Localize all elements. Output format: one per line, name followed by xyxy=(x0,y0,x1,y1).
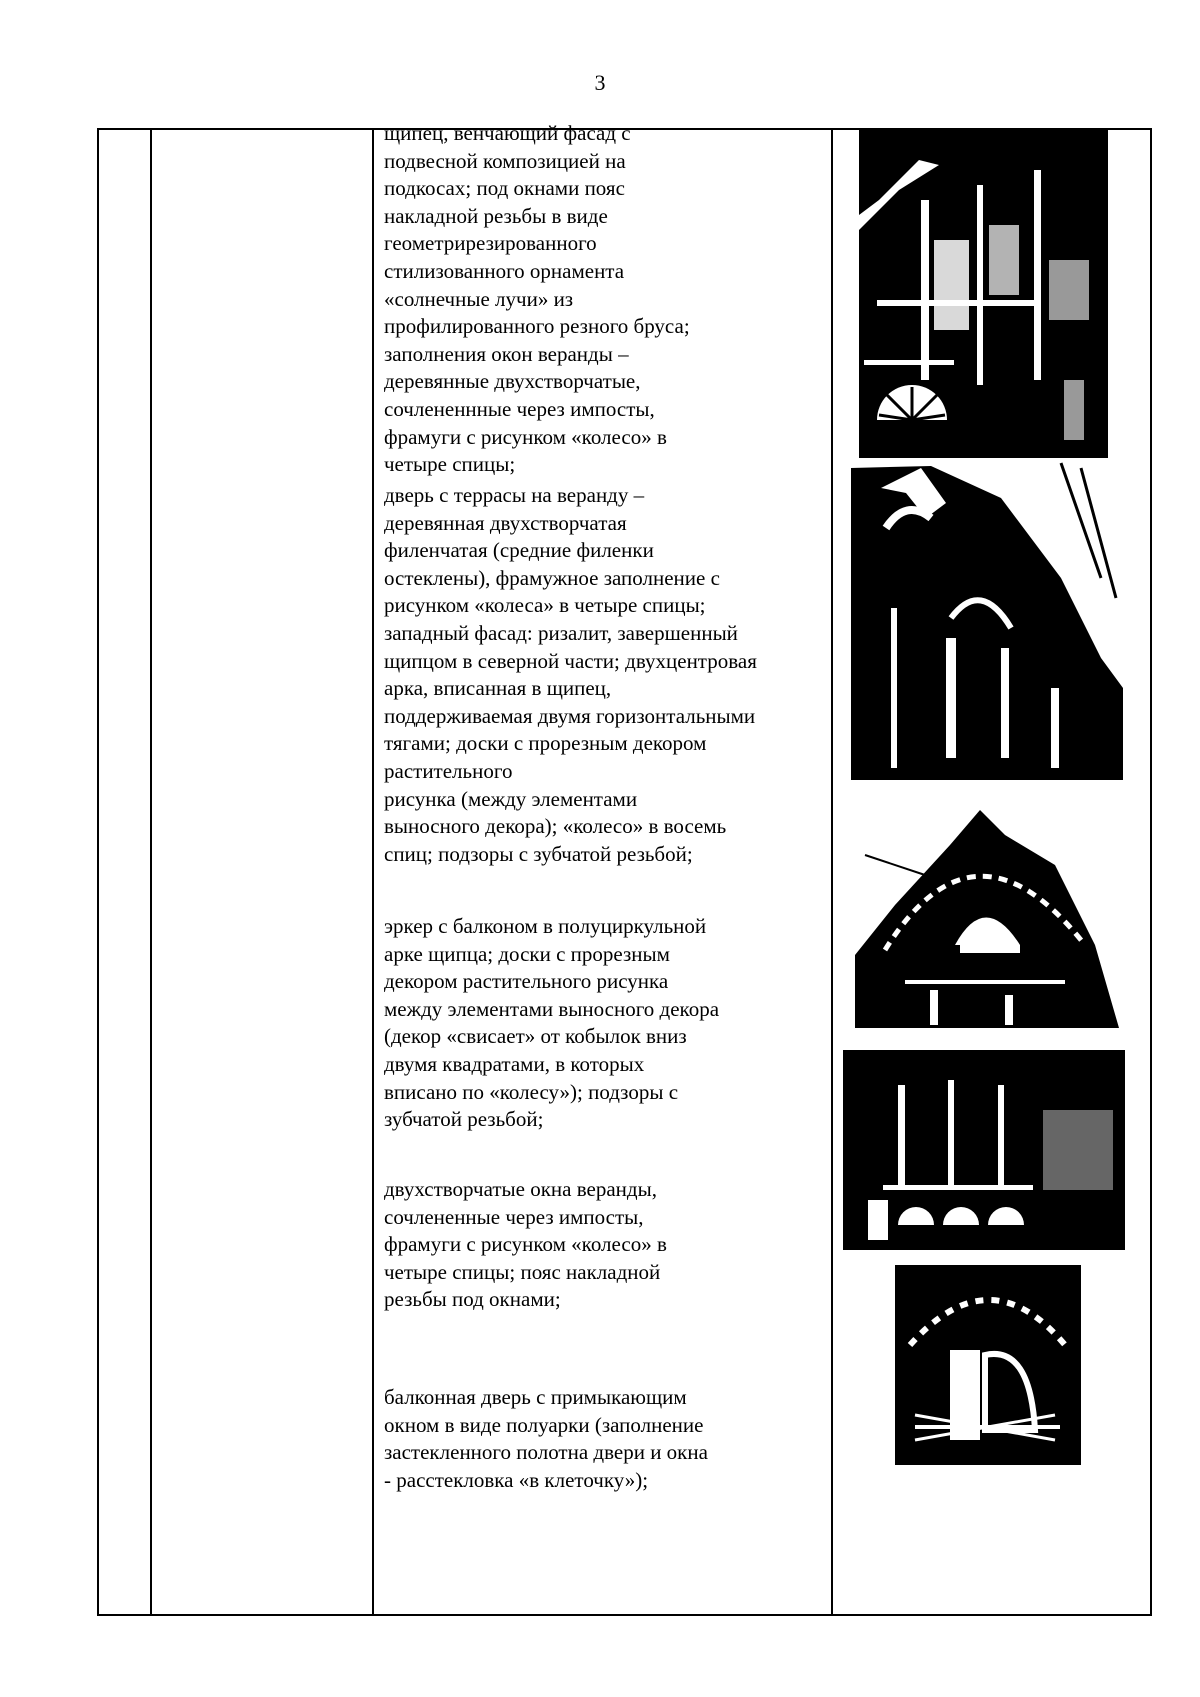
index-cell xyxy=(98,129,151,1615)
veranda-photo xyxy=(859,130,1108,460)
table-row xyxy=(98,129,1151,1615)
facade-gable-photo xyxy=(851,458,1123,780)
object-name-cell xyxy=(151,129,373,1615)
description-paragraph: двухстворчатые окна веранды, сочлененные через импосты, фрамуги с рисунком «колесо» в четыре спицы; пояс накладной резьбы под окнами; xyxy=(384,1177,667,1312)
photo-cell xyxy=(832,129,1151,1615)
description-paragraph: эркер с балконом в полуциркульной арке щипца; доски с прорезным декором растительного рисунка между элементами выносного декора (декор «свисает» от кобылок вниз двумя квадратами, в которых вписано по «колесу»); подзоры с зубчатой резьбой; xyxy=(384,914,720,1132)
bay-window-arch-photo xyxy=(855,795,1119,1028)
balcony-door-arch-photo xyxy=(895,1265,1081,1465)
description-paragraph: балконная дверь с примыкающим окном в виде полуарки (заполнение застекленного полотна двери и окна - расстекловка «в клеточку»); xyxy=(384,1385,708,1492)
description-cell xyxy=(373,121,832,1615)
description-paragraph: щипец, венчающий фасад с подвесной композицией на подкосах; под окнами пояс накладной резьбы в виде геометрирезированного стилизованного орнамента «солнечные лучи» из профилированного резного бруса; заполнения окон веранды – деревянные двухстворчатые, сочлененнные через импосты, фрамуги с рисунком «колесо» в четыре спицы; xyxy=(384,121,690,477)
description-paragraph: дверь с террасы на веранду – деревянная двухстворчатая филенчатая (средние филенки остеклены), фрамужное заполнение с рисунком «колеса» в четыре спицы; западный фасад: ризалит, завершенный щипцом в северной части; двухцентровая арка, вписанная в щипец, поддерживаемая двумя горизонтальными тягами; доски с прорезным декором растительного рисунка (между элементами выносного декора); «колесо» в восемь спиц; подзоры с зубчатой резьбой; xyxy=(384,483,757,866)
page-number: 3 xyxy=(594,70,606,95)
veranda-windows-photo xyxy=(843,1050,1125,1250)
heritage-description-table xyxy=(97,121,1152,1616)
